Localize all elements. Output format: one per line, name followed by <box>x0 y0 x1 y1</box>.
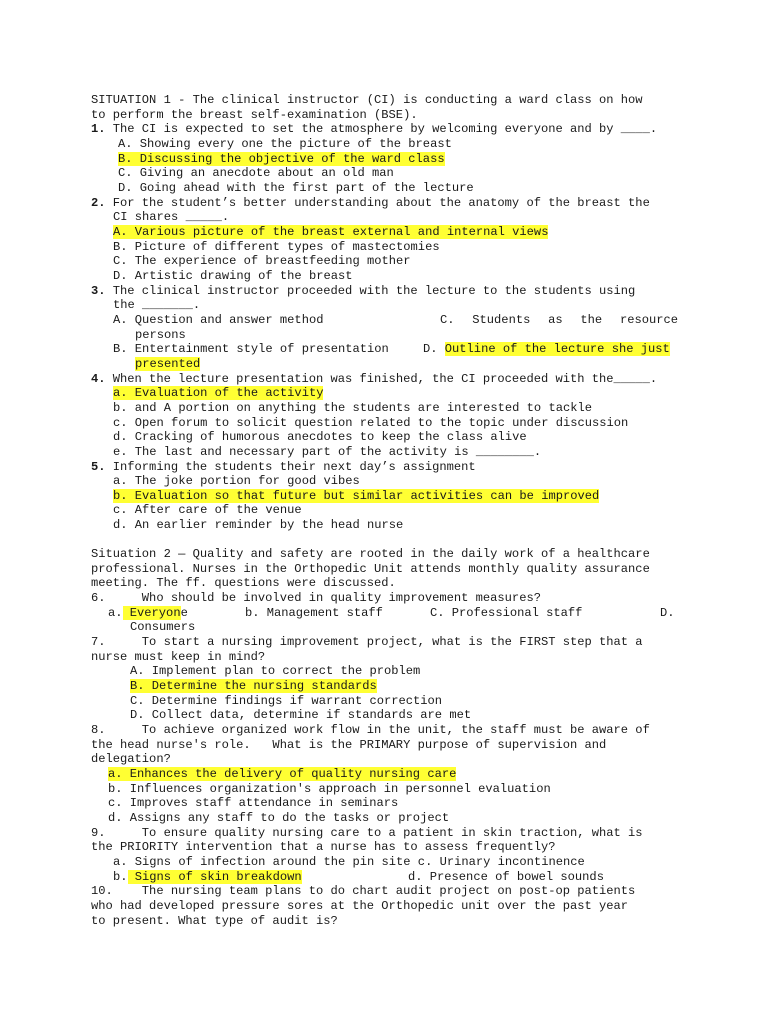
question-10-line3: to present. What type of audit is? <box>91 914 338 928</box>
option-5c: c. After care of the venue <box>113 503 302 517</box>
highlighted-answer: B. Determine the nursing standards <box>130 679 377 693</box>
option-3a: A. Question and answer method <box>113 313 324 327</box>
question-5 <box>91 460 476 475</box>
question-7: 7. To start a nursing improvement project, what is the FIRST step that a <box>91 635 643 649</box>
question-3-line2: the _______. <box>113 298 201 312</box>
question-number: 2. <box>91 196 106 210</box>
question-number: 1. <box>91 122 106 136</box>
option-6d: D. <box>660 606 675 620</box>
question-text: The clinical instructor proceeded with the lecture to the students using <box>105 284 636 298</box>
option-3c-line2: persons <box>135 328 186 342</box>
question-10: 10. The nursing team plans to do chart audit project on post-op patients <box>91 884 636 898</box>
option-word: as <box>548 313 563 327</box>
highlighted-answer: a. Evaluation of the activity <box>113 386 324 400</box>
highlighted-answer: presented <box>135 357 201 371</box>
option-1c: C. Giving an anecdote about an old man <box>118 166 394 180</box>
option-8b: b. Influences organization's approach in personnel evaluation <box>108 782 551 796</box>
question-1 <box>91 122 657 137</box>
option-label: b. <box>113 870 128 884</box>
option-7b <box>130 679 377 694</box>
option-4d: d. Cracking of humorous anecdotes to keep the class alive <box>113 430 527 444</box>
situation2-intro-line2: professional. Nurses in the Orthopedic Unit attends monthly quality assurance <box>91 562 650 576</box>
option-5b <box>113 489 599 504</box>
option-6c: C. Professional staff <box>430 606 583 620</box>
question-number: 4. <box>91 372 106 386</box>
option-label: D. <box>423 342 438 356</box>
option-7c: C. Determine findings if warrant correction <box>130 694 443 708</box>
question-7-line2: nurse must keep in mind? <box>91 650 266 664</box>
question-6: 6. Who should be involved in quality improvement measures? <box>91 591 541 605</box>
question-number: 5. <box>91 460 106 474</box>
option-2a <box>113 225 548 240</box>
question-2-line2: CI shares _____. <box>113 210 230 224</box>
option-9a-9c: a. Signs of infection around the pin site c. Urinary incontinence <box>113 855 585 869</box>
option-4c: c. Open forum to solicit question related to the topic under discussion <box>113 416 629 430</box>
option-2c: C. The experience of breastfeeding mother <box>113 254 411 268</box>
question-8: 8. To achieve organized work flow in the unit, the staff must be aware of <box>91 723 650 737</box>
question-8-line3: delegation? <box>91 752 171 766</box>
option-2d: D. Artistic drawing of the breast <box>113 269 353 283</box>
question-text: The CI is expected to set the atmosphere by welcoming everyone and by ____. <box>105 122 658 136</box>
highlighted-answer: A. Various picture of the breast external and internal views <box>113 225 549 239</box>
option-7a: A. Implement plan to correct the problem <box>130 664 421 678</box>
situation1-intro-line2: to perform the breast self-examination (BSE). <box>91 108 418 122</box>
option-8d: d. Assigns any staff to do the tasks or project <box>108 811 450 825</box>
highlighted-answer: Outline of the lecture she just <box>444 342 670 356</box>
option-word: the <box>580 313 603 327</box>
option-6a <box>108 606 188 621</box>
option-7d: D. Collect data, determine if standards are met <box>130 708 472 722</box>
option-4a <box>113 386 323 401</box>
option-text-rest: e <box>180 606 188 620</box>
situation2-intro-line1: Situation 2 — Quality and safety are rooted in the daily work of a healthcare <box>91 547 650 561</box>
question-9-line2: the PRIORITY intervention that a nurse has to assess frequently? <box>91 840 556 854</box>
question-10-line2: who had developed pressure sores at the Orthopedic unit over the past year <box>91 899 629 913</box>
question-2 <box>91 196 650 211</box>
option-label: a. <box>108 606 123 620</box>
highlighted-answer: Signs of skin breakdown <box>127 870 302 884</box>
question-4 <box>91 372 657 387</box>
option-9d: d. Presence of bowel sounds <box>408 870 604 884</box>
situation2-intro-line3: meeting. The ff. questions were discussed. <box>91 576 396 590</box>
option-word: resource <box>619 313 678 327</box>
option-8a <box>108 767 456 782</box>
option-3b: B. Entertainment style of presentation <box>113 342 389 356</box>
question-3 <box>91 284 635 299</box>
highlighted-answer: Everyon <box>122 606 181 620</box>
highlighted-answer: a. Enhances the delivery of quality nursing care <box>108 767 457 781</box>
option-6b: b. Management staff <box>245 606 383 620</box>
highlighted-answer: b. Evaluation so that future but similar activities can be improved <box>113 489 600 503</box>
question-number: 3. <box>91 284 106 298</box>
option-9b <box>113 870 302 885</box>
highlighted-answer: B. Discussing the objective of the ward class <box>118 152 445 166</box>
option-8c: c. Improves staff attendance in seminars <box>108 796 399 810</box>
option-4b: b. and A portion on anything the students are interested to tackle <box>113 401 592 415</box>
option-5d: d. An earlier reminder by the head nurse <box>113 518 404 532</box>
option-label: C. <box>440 313 455 327</box>
question-text: For the student’s better understanding about the anatomy of the breast the <box>105 196 650 210</box>
question-text: When the lecture presentation was finished, the CI proceeded with the_____. <box>105 372 658 386</box>
option-1a: A. Showing every one the picture of the breast <box>118 137 452 151</box>
option-1d: D. Going ahead with the first part of the lecture <box>118 181 474 195</box>
question-8-line2: the head nurse's role. What is the PRIMARY purpose of supervision and <box>91 738 607 752</box>
option-1b <box>118 152 445 167</box>
situation1-intro-line1: SITUATION 1 - The clinical instructor (CI) is conducting a ward class on how <box>91 93 643 107</box>
option-5a: a. The joke portion for good vibes <box>113 474 360 488</box>
option-word: Students <box>472 313 531 327</box>
question-9: 9. To ensure quality nursing care to a patient in skin traction, what is <box>91 826 643 840</box>
option-3d-line2 <box>135 357 200 372</box>
question-text: Informing the students their next day’s assignment <box>105 460 476 474</box>
option-6d-line2: Consumers <box>130 620 196 634</box>
option-4e: e. The last and necessary part of the activity is ________. <box>113 445 542 459</box>
option-3d <box>423 342 670 357</box>
option-3c <box>440 313 678 328</box>
option-2b: B. Picture of different types of mastectomies <box>113 240 440 254</box>
